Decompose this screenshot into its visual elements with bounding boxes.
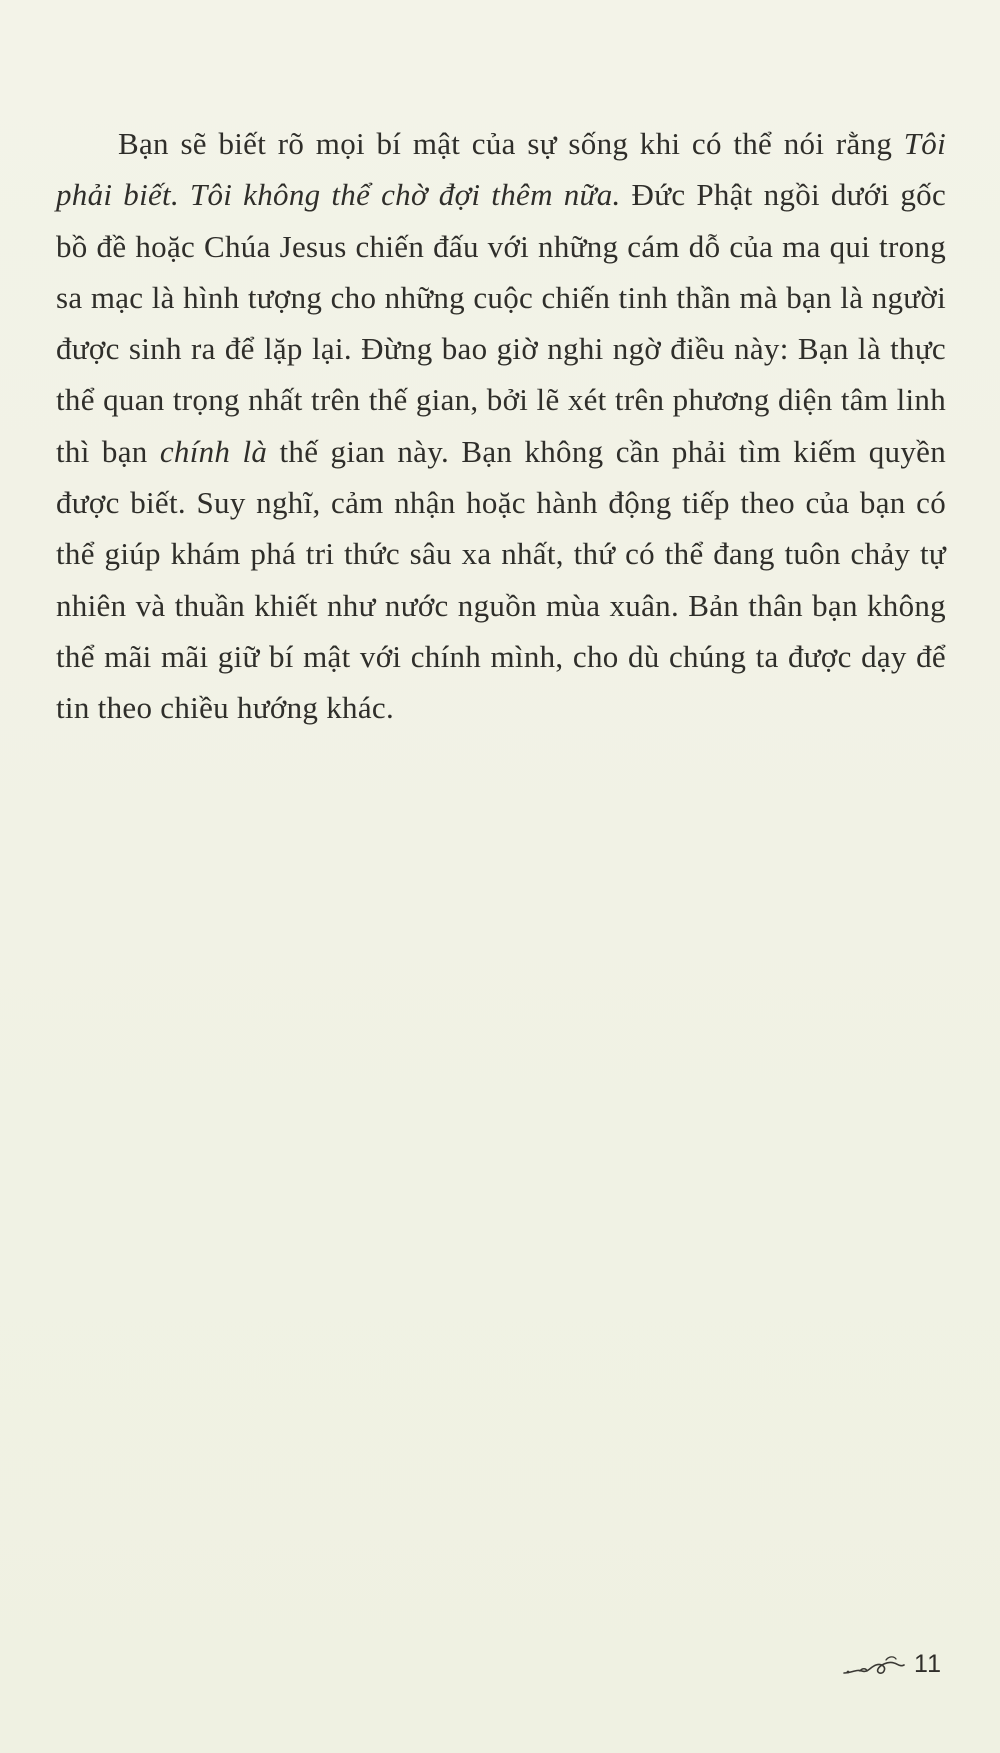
- sentence-3: Đức Phật ngồi dưới gốc bồ đề hoặc Chúa Jesus chiến đấu với những cám dỗ của ma qui trong sa mạc là hình tượng cho những cuộc chiến tinh thần mà bạn là người được sinh ra để lặp lại. Đừng bao giờ nghi ngờ điều này: Bạn là thực thể quan trọng nhất trên thế gian, bởi lẽ xét trên phương diện tâm linh thì bạn: [56, 177, 947, 469]
- main-text-block: [56, 118, 946, 734]
- flourish-ornament-icon: [842, 1651, 906, 1679]
- italic-phrase-1: Tôi phải biết. Tôi không thể chờ đợi thêm nữa.: [56, 126, 946, 213]
- sentence-5: thế gian này. Bạn không cần phải tìm kiếm quyền được biết. Suy nghĩ, cảm nhận hoặc hành động tiếp theo của bạn có thể giúp khám phá tri thức sâu xa nhất, thứ có thể đang tuôn chảy tự nhiên và thuần khiết như nước nguồn mùa xuân. Bản thân bạn không thể mãi mãi giữ bí mật với chính mình, cho dù chúng ta được dạy để tin theo chiều hướng khác.: [56, 433, 946, 726]
- page-number: 11: [914, 1650, 942, 1678]
- body-paragraph: [56, 118, 946, 734]
- sentence-1: Bạn sẽ biết rõ mọi bí mật của sự sống khi có thể nói rằng: [118, 126, 904, 161]
- page-footer: [842, 1650, 942, 1679]
- show-through-texture: [56, 830, 946, 881]
- italic-phrase-2: chính là: [159, 433, 268, 469]
- show-through-line: [56, 830, 946, 881]
